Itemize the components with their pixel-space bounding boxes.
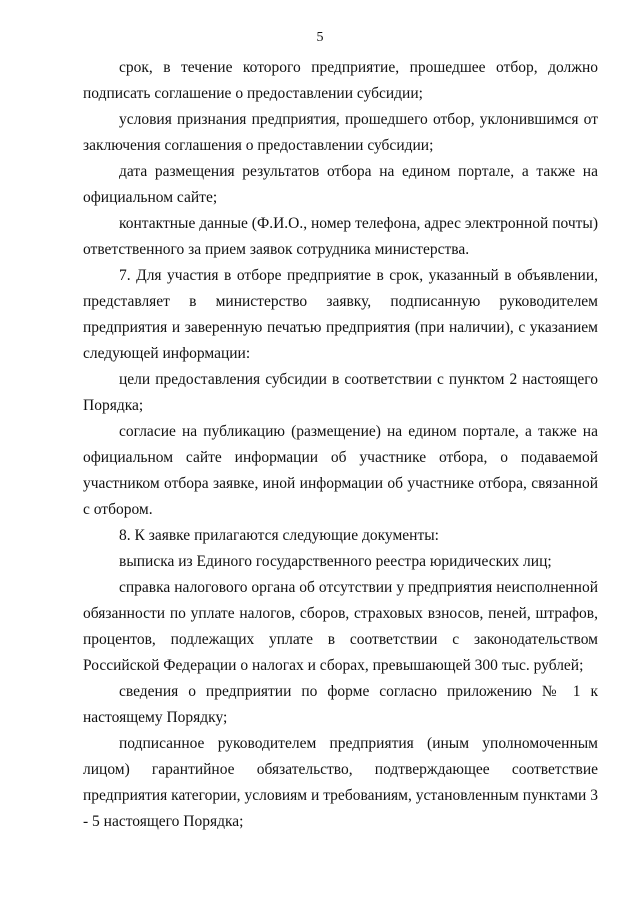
paragraph-company-info: сведения о предприятии по форме согласно приложению № 1 к настоящему Порядку; xyxy=(83,683,598,726)
paragraph-contact-details: контактные данные (Ф.И.О., номер телефона, адрес электронной почты) ответственного за прием заявок сотрудника министерства. xyxy=(83,215,598,258)
paragraph-evasion-conditions: условия признания предприятия, прошедшего отбор, уклонившимся от заключения соглашения о предоставлении субсидии; xyxy=(83,111,598,154)
paragraph-subsidy-goals: цели предоставления субсидии в соответствии с пунктом 2 настоящего Порядка; xyxy=(83,371,598,414)
paragraph-registry-extract: выписка из Единого государственного реестра юридических лиц; xyxy=(119,553,552,570)
paragraph-guarantee: подписанное руководителем предприятия (иным уполномоченным лицом) гарантийное обязательство, подтверждающее соответствие предприятия категории, условиям и требованиям, установленным пунктами 3 - 5 настоящего Порядка; xyxy=(83,735,598,830)
paragraph-publication-consent: согласие на публикацию (размещение) на едином портале, а также на официальном сайте информации об участнике отбора, о подаваемой участником отбора заявке, иной информации об участнике отбора, связанной с отбором. xyxy=(83,423,598,518)
paragraph-deadline-sign: срок, в течение которого предприятие, прошедшее отбор, должно подписать соглашение о предоставлении субсидии; xyxy=(83,59,598,102)
paragraph-tax-certificate: справка налогового органа об отсутствии у предприятия неисполненной обязанности по уплате налогов, сборов, страховых взносов, пеней, штрафов, процентов, подлежащих уплате в соответствии с законодательством Российской Федерации о налогах и сборах, превышающей 300 тыс. рублей; xyxy=(83,579,598,674)
paragraph-item-8: 8. К заявке прилагаются следующие документы: xyxy=(119,527,439,544)
paragraph-item-7: 7. Для участия в отборе предприятие в срок, указанный в объявлении, представляет в министерство заявку, подписанную руководителем предприятия и заверенную печатью предприятия (при наличии), с указанием следующей информации: xyxy=(83,267,598,362)
page-number: 5 xyxy=(316,30,324,45)
document-body xyxy=(83,55,598,835)
paragraph-results-date: дата размещения результатов отбора на едином портале, а также на официальном сайте; xyxy=(83,163,598,206)
